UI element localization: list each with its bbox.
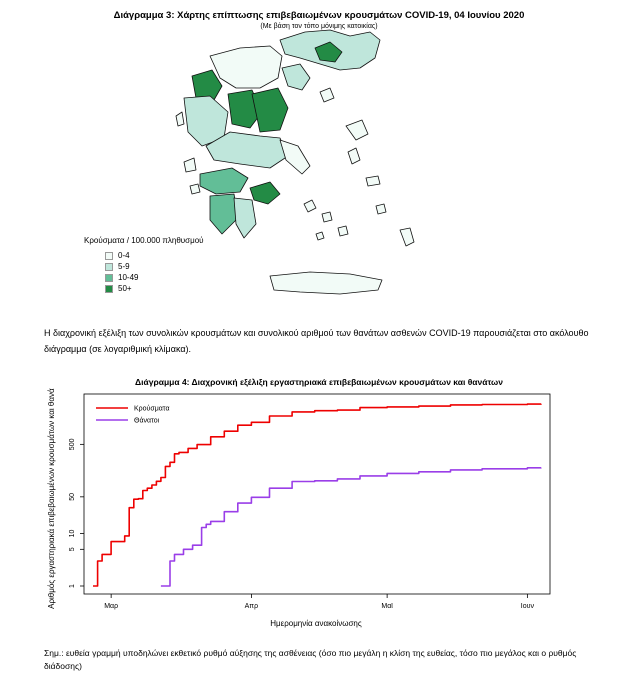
island-rhodes — [400, 228, 414, 246]
region-chalkidiki — [282, 64, 310, 90]
legend-label: 50+ — [118, 284, 132, 293]
island-cyclades-3 — [338, 226, 348, 236]
region-west-macedonia — [210, 46, 282, 88]
legend-label: 0-4 — [118, 251, 130, 260]
island-corfu — [176, 112, 184, 126]
y-tick-label: 5 — [69, 547, 76, 552]
body-paragraph: Η διαχρονική εξέλιξη των συνολικών κρουσμάτων και συνολικού αριθμού των θανάτων ασθενών COVID-19 παρουσιάζεται στο ακόλουθο διάγραμμα (σε λογαριθμική κλίμακα). — [44, 328, 589, 354]
y-tick-label: 500 — [69, 438, 76, 451]
legend-swatch — [105, 285, 113, 293]
x-tick-label: Ιουν — [520, 603, 534, 610]
x-axis-label: Ημερομηνία ανακοίνωσης — [270, 619, 362, 628]
island-crete — [270, 272, 382, 294]
cases-deaths-chart — [0, 388, 638, 638]
chart-svg — [0, 388, 638, 638]
region-kastoria — [192, 70, 222, 100]
y-tick-label: 50 — [69, 492, 76, 501]
x-tick-label: Μαϊ — [381, 603, 393, 610]
legend-item-50-plus — [105, 283, 204, 294]
legend-label-1: Θάνατοι — [134, 417, 160, 425]
island-cyclades-2 — [322, 212, 332, 222]
map-title: Διάγραμμα 3: Χάρτης επίπτωσης επιβεβαιωμένων κρουσμάτων COVID-19, 04 Ιουνίου 2020 — [113, 10, 525, 21]
legend-swatch — [105, 252, 113, 260]
footnote: Σημ.: ευθεία γραμμή υποδηλώνει εκθετικό ρυθμό αύξησης της ασθένειας (όσο πιο μεγάλη η κλίση της ευθείας, τόσο πιο μεγάλος και ο ρυθμός διάδοσης) — [44, 648, 577, 671]
island-zakynthos — [190, 184, 200, 194]
region-attica — [250, 182, 280, 204]
legend-item-5-9 — [105, 261, 204, 272]
y-tick-label: 10 — [69, 529, 76, 538]
y-tick-label: 1 — [69, 584, 76, 588]
legend-title: Κρούσματα / 100.000 πληθυσμού — [84, 236, 204, 245]
island-samos — [366, 176, 380, 186]
island-limnos — [320, 88, 334, 102]
legend-label: 10-49 — [118, 273, 139, 282]
map-svg — [170, 28, 470, 310]
island-cyclades-4 — [316, 232, 324, 240]
legend-item-0-4 — [105, 250, 204, 261]
y-axis-label: Αριθμός εργαστηριακά επιβεβαιωμένων κρουσμάτων και θανάτων — [47, 388, 56, 609]
island-chios — [348, 148, 360, 164]
legend-label: 5-9 — [118, 262, 130, 271]
legend-item-10-49 — [105, 272, 204, 283]
legend-swatch — [105, 263, 113, 271]
series-line-0 — [93, 404, 541, 586]
greece-incidence-map — [170, 28, 470, 310]
map-subtitle: (Με βάση τον τόπο μόνιμης κατοικίας) — [260, 23, 378, 30]
chart-title: Διάγραμμα 4: Διαχρονική εξέλιξη εργαστηριακά επιβεβαιωμένων κρουσμάτων και θανάτων — [135, 377, 503, 387]
legend-swatch — [105, 274, 113, 282]
x-tick-label: Απρ — [244, 603, 259, 610]
x-tick-label: Μαρ — [104, 603, 119, 610]
region-lakonia — [234, 198, 256, 238]
island-lesvos — [346, 120, 368, 140]
island-cyclades-1 — [304, 200, 316, 212]
island-kos — [376, 204, 386, 214]
legend-label-0: Κρούσματα — [134, 405, 170, 413]
island-kefalonia — [184, 158, 196, 172]
region-thessaly — [252, 88, 288, 132]
region-achaia — [200, 168, 248, 194]
map-legend — [84, 236, 204, 294]
series-line-1 — [161, 468, 541, 586]
